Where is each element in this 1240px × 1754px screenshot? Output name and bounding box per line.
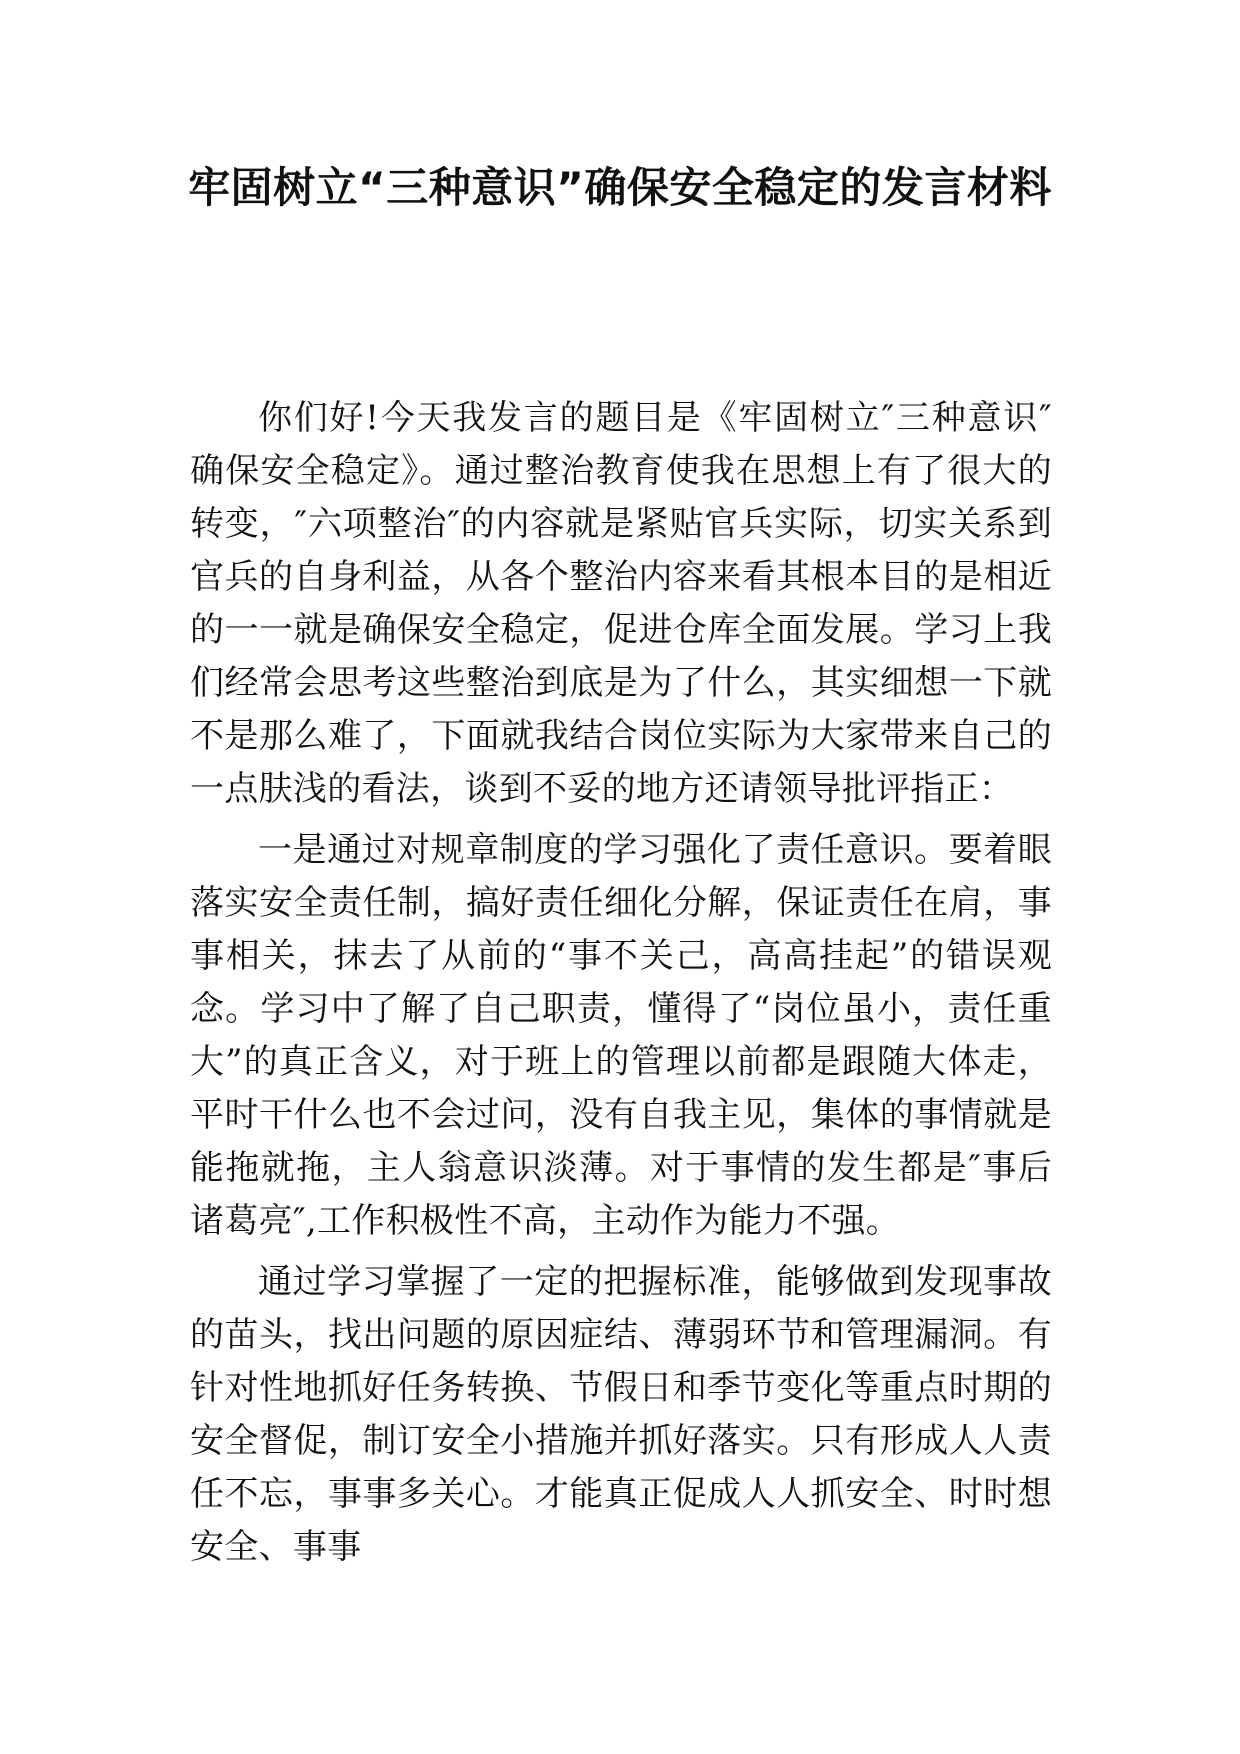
paragraph-responsibility: 一是通过对规章制度的学习强化了责任意识。要着眼落实安全责任制，搞好责任细化分解，保证责任在肩，事事相关，抹去了从前的“事不关己，高高挂起”的错误观念。学习中了解了自己职责，懂得了“岗位虽小，责任重大”的真正含义，对于班上的管理以前都是跟随大体走，平时干什么也不会过问，没有自我主见，集体的事情就是能拖就拖，主人翁意识淡薄。对于事情的发生都是″事后诸葛亮″,工作积极性不高，主动作为能力不强。 bbox=[190, 830, 1052, 1241]
paragraph-greeting: 你们好!今天我发言的题目是《牢固树立″三种意识″确保安全稳定》。通过整治教育使我在思想上有了很大的转变，″六项整治″的内容就是紧贴官兵实际，切实关系到官兵的自身利益，从各个整治内容来看其根本目的是相近的一一就是确保安全稳定，促进仓库全面发展。学习上我们经常会思考这些整治到底是为了什么，其实细想一下就不是那么难了，下面就我结合岗位实际为大家带来自己的一点肤浅的看法，谈到不妥的地方还请领导批评指正： bbox=[190, 398, 1052, 809]
document-title: 牢固树立“三种意识”确保安全稳定的发言材料 bbox=[188, 163, 1052, 212]
paragraph-standards: 通过学习掌握了一定的把握标准，能够做到发现事故的苗头，找出问题的原因症结、薄弱环节和管理漏洞。有针对性地抓好任务转换、节假日和季节变化等重点时期的安全督促，制订安全小措施并抓好落实。只有形成人人责任不忘，事事多关心。才能真正促成人人抓安全、时时想安全、事事 bbox=[190, 1262, 1052, 1567]
document-body bbox=[190, 392, 1052, 1582]
